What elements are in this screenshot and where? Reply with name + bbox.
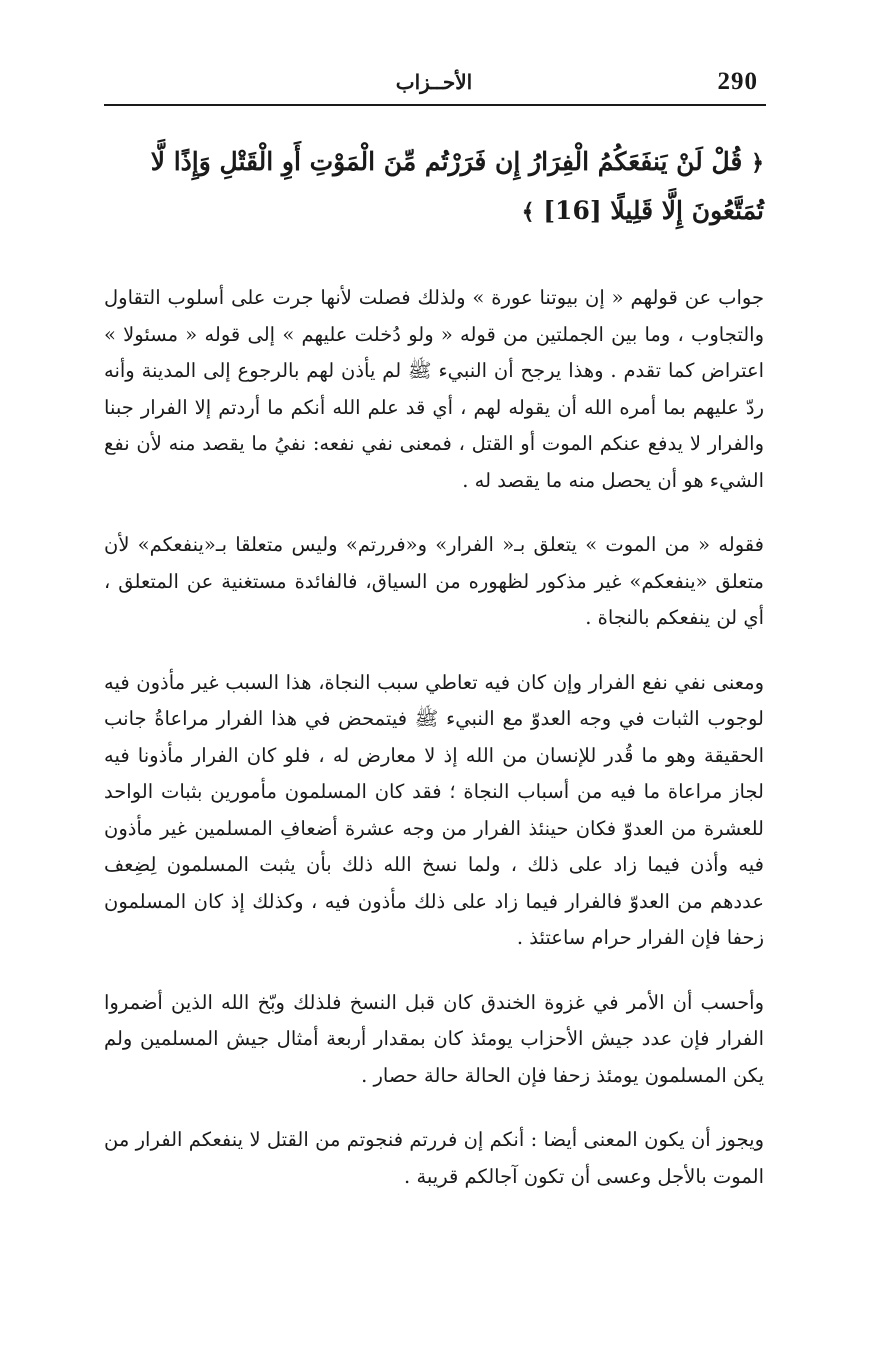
paragraph-2: فقوله « من الموت » يتعلق بـ« الفرار» و«فررتم» وليس متعلقا بـ«ينفعكم» لأن متعلق «ينفعكم» غير مذكور لظهوره من السياق، فالفائدة مستغنية عن المتعلق ، أي لن ينفعكم بالنجاة . [104, 533, 764, 629]
header-divider [104, 104, 766, 106]
verse-text: قُلْ لَنْ يَنفَعَكُمُ الْفِرَارُ إِن فَرَرْتُم مِّنَ الْمَوْتِ أَوِ الْقَتْلِ وَإِذًا لَّا تُمَتَّعُونَ إِلَّا قَلِيلًا [150, 147, 764, 225]
verse-close-bracket: ﴾ [521, 199, 535, 225]
paragraph-4: وأحسب أن الأمر في غزوة الخندق كان قبل النسخ فلذلك وبّخ الله الذين أضمروا الفرار فإن عدد جيش الأحزاب يومئذ كان بمقدار أربعة أمثال جيش المسلمين ولم يكن المسلمون يومئذ زحفا فإن الحالة حالة حصار . [104, 990, 764, 1087]
page-header [104, 62, 764, 102]
page-body [104, 138, 764, 1223]
quran-verse [104, 138, 764, 236]
paragraph-1: جواب عن قولهم « إن بيوتنا عورة » ولذلك فصلت لأنها جرت على أسلوب التقاول والتجاوب ، وما بين الجملتين من قوله « ولو دُخلت عليهم » إلى قوله « مسئولا » اعتراض كما تقدم . وهذا يرجح أن النبيء ﷺ لم يأذن لهم بالرجوع إلى المدينة وأنه ردّ عليهم بما أمره الله أن يقوله لهم ، أي قد علم الله أنكم ما أردتم إلا الفرار جبنا والفرار لا يدفع عنكم الموت أو القتل ، فمعنى نفي نفعه: نفيُ ما يقصد منه لأن نفع الشيء هو أن يحصل منه ما يقصد له . [104, 286, 764, 492]
running-title: الأحــزاب [395, 70, 473, 94]
page-number: 290 [717, 68, 758, 95]
paragraph-3: ومعنى نفي نفع الفرار وإن كان فيه تعاطي سبب النجاة، هذا السبب غير مأذون فيه لوجوب الثبات في وجه العدوّ مع النبيء ﷺ فيتمحض في هذا الفرار مراعاةُ جانب الحقيقة وهو ما قُدر للإنسان من الله إذ لا معارض له ، فلو كان الفرار مأذونا فيه لجاز مراعاة ما فيه من أسباب النجاة ؛ فقد كان المسلمون مأمورين بثبات الواحد للعشرة من العدوّ فكان حينئذ الفرار من وجه عشرة أضعافِ المسلمين غير مأذون فيه وأذن فيما زاد على ذلك ، ولما نسخ الله ذلك بأن يثبت المسلمون لِضِعف عددهم من العدوّ فالفرار فيما زاد على ذلك مأذون فيه ، وكذلك إذ كان المسلمون زحفا فإن الفرار حرام ساعتئذ . [104, 670, 764, 949]
paragraph-5: ويجوز أن يكون المعنى أيضا : أنكم إن فررتم فنجوتم من القتل لا ينفعكم الفرار من الموت بالأجل وعسى أن تكون آجالكم قريبة . [104, 1128, 764, 1188]
verse-number: [16] [543, 196, 602, 225]
verse-open-bracket: ﴿ [751, 150, 764, 176]
